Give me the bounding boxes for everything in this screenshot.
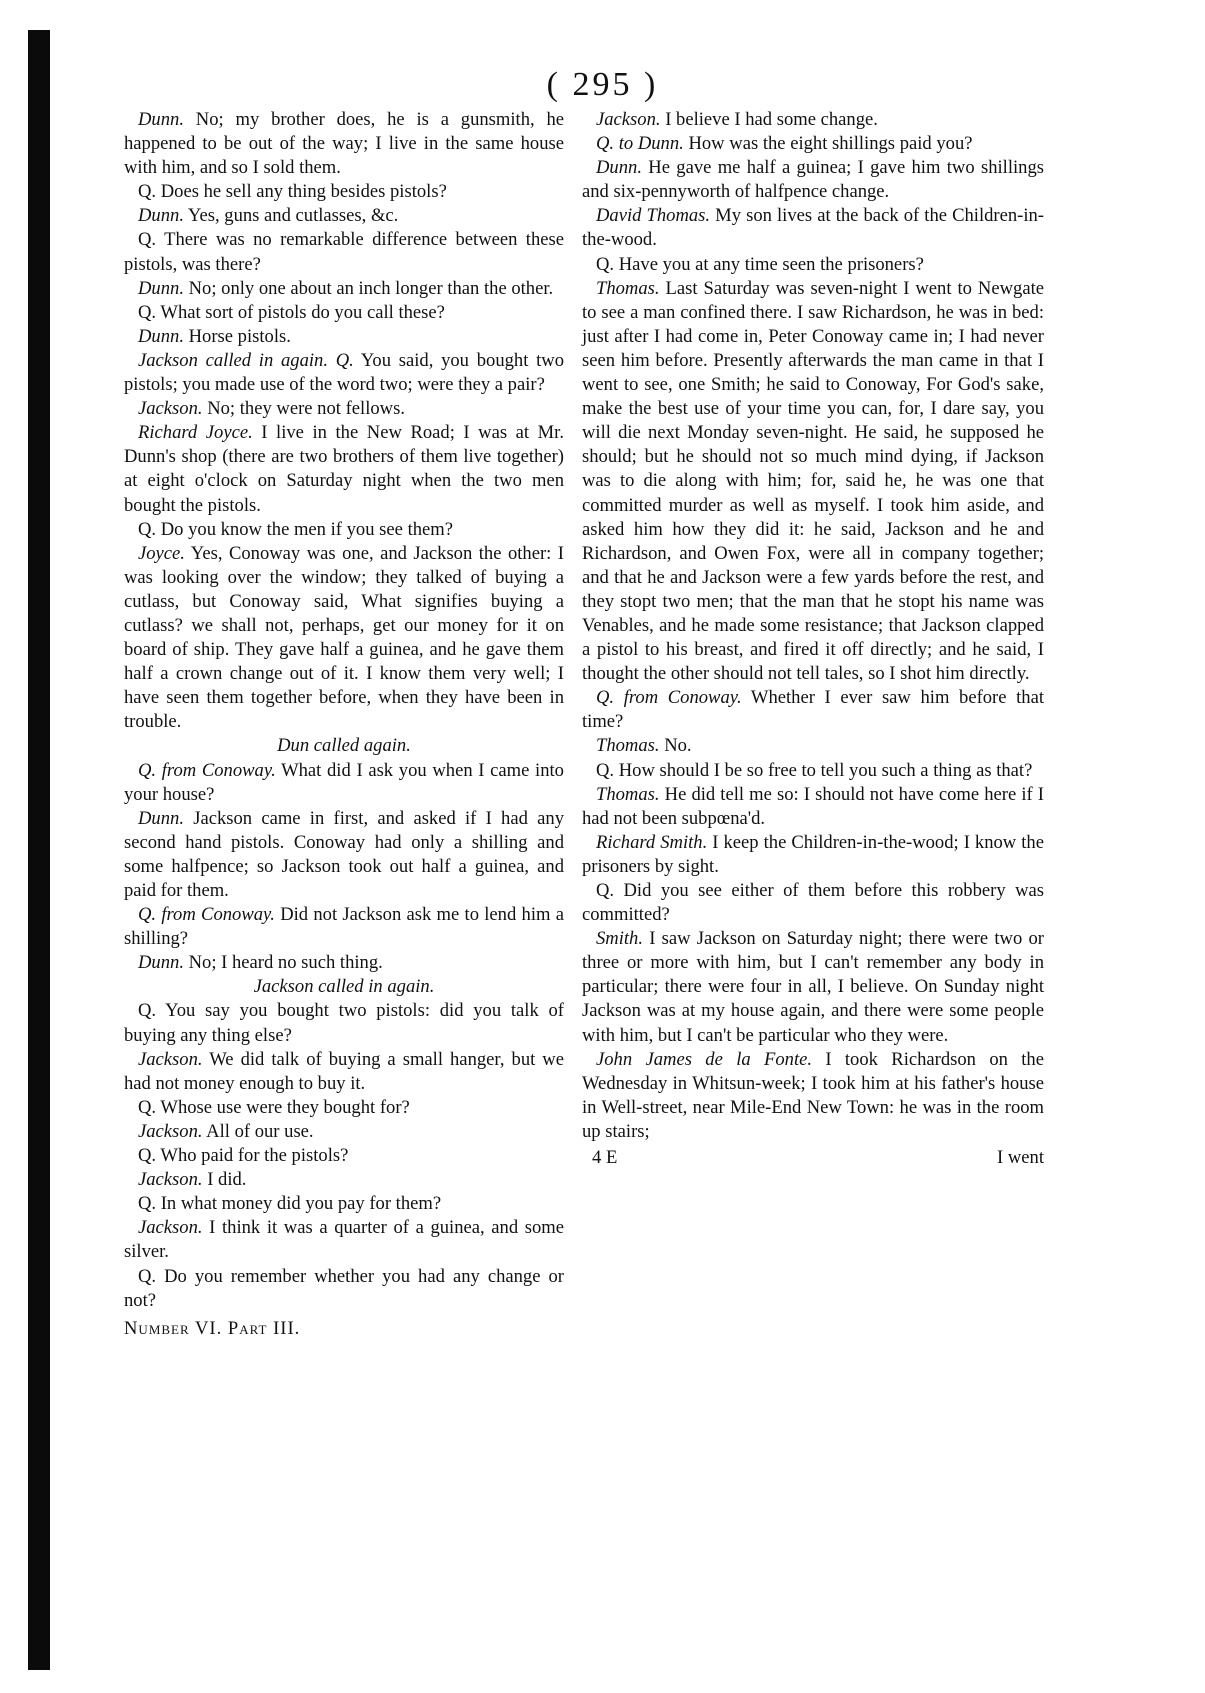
paragraph [124, 325, 564, 349]
paragraph [582, 686, 1044, 734]
paragraph-text: I think it was a quarter of a guinea, and some silver. [124, 1217, 564, 1263]
paragraph [582, 831, 1044, 879]
part-footer: Number VI. Part III. [124, 1317, 301, 1339]
paragraph [124, 180, 564, 204]
speaker-label: Q. from Conoway. [596, 687, 742, 709]
paragraph-text: Jackson came in first, and asked if I had any second hand pistols. Conoway had only a shilling and some halfpence; so Jackson took out half a guinea, and paid for them. [124, 807, 564, 901]
paragraph [124, 1168, 564, 1192]
paragraph-text: What did I ask you when I came into your house? [124, 759, 564, 805]
paragraph [124, 349, 564, 397]
paragraph [582, 277, 1044, 687]
paragraph-text: I live in the New Road; I was at Mr. Dunn's shop (there are two brothers of them live together) at eight o'clock on Saturday night when the two men bought the pistols. [124, 422, 564, 516]
speaker-label: Jackson. [138, 398, 203, 420]
paragraph-text: I saw Jackson on Saturday night; there were two or three or more with him, but I can't remember any body in particular; there were four in all, I believe. On Sunday night Jackson was at my house again, and there were some people with him, but I can't be particular who they were. [582, 928, 1044, 1046]
paragraph [582, 108, 1044, 132]
paragraph-text: Q. Have you at any time seen the prisoners? [596, 253, 924, 275]
paragraph-text: Q. Who paid for the pistols? [138, 1145, 349, 1167]
paragraph-text: You said, you bought two pistols; you made use of the word two; were they a pair? [124, 349, 564, 396]
paragraph [582, 132, 1044, 156]
paragraph-text: I took Richardson on the Wednesday in Whitsun-week; I took him at his father's house in Well-street, near Mile-End New Town: he was in the room up stairs; [582, 1048, 1044, 1142]
speaker-label: Jackson. [138, 1048, 203, 1070]
paragraph-text: Last Saturday was seven-night I went to Newgate to see a man confined there. I saw Richardson, he was in bed: just after I had come in, Peter Conoway came in; I had never seen him before. Presently afterwards the man came in that I went to see, one Smith; he said to Conoway, For God's sake, make the best use of your time you can, for, I dare say, you will die next Monday seven-night. He said, he supposed he should; but he should not so much mind dying, if Jackson was to die along with him; for, said he, he was one that committed murder as well as myself. I took him aside, and asked him how they did it: he said, Jackson and he and Richardson, and Owen Fox, were all in company together; and that he and Jackson were a few yards before the rest, and they stopt two men; that the man that he stopt his name was Venables, and he made some resistance; that Jackson clapped a pistol to his breast, and fired it off directly; and he said, I thought the other should not tell tales, so I shot him directly. [582, 277, 1044, 685]
speaker-label: Q. to Dunn. [596, 133, 684, 155]
paragraph [124, 228, 564, 276]
paragraph-text: Yes, guns and cutlasses, &c. [183, 205, 399, 227]
paragraph-text: Q. Did you see either of them before this robbery was committed? [582, 880, 1044, 926]
paragraph-text: He gave me half a guinea; I gave him two shillings and six-pennyworth of halfpence change. [582, 157, 1044, 203]
paragraph [582, 734, 1044, 758]
paragraph-text: No; I heard no such thing. [183, 952, 383, 974]
paragraph [124, 1120, 564, 1144]
paragraph-text: I believe I had some change. [660, 109, 878, 130]
paragraph [124, 421, 564, 517]
paragraph [124, 1192, 564, 1216]
page-number: ( 295 ) [546, 66, 659, 103]
speaker-label: Q. from Conoway. [138, 759, 276, 781]
speaker-label: Dunn. [138, 277, 184, 299]
paragraph-text: Q. Do you remember whether you had any change or not? [124, 1265, 564, 1311]
paragraph-text: Yes, Conoway was one, and Jackson the other: I was looking over the window; they talked of buying a cutlass, but Conoway said, What signifies buying a cutlass? we shall not, perhaps, get our money for it on board of ship. They gave half a guinea, and he gave them half a crown change out of it. I know them very well; I have seen them together before, when they have been in trouble. [124, 542, 564, 733]
speaker-label: David Thomas. [596, 205, 711, 227]
paragraph [124, 903, 564, 951]
paragraph-text: Did not Jackson ask me to lend him a shilling? [124, 904, 564, 950]
signature-row [582, 1146, 1044, 1170]
speaker-label: Thomas. [596, 277, 660, 299]
paragraph-text: Q. You say you bought two pistols: did you talk of buying any thing else? [124, 1000, 564, 1046]
right-column [582, 108, 1044, 1170]
paragraph-text: My son lives at the back of the Children-in-the-wood. [582, 205, 1044, 251]
paragraph-text: He did tell me so: I should not have come here if I had not been subpœna'd. [582, 783, 1044, 829]
paragraph-text: No; they were not fellows. [202, 398, 405, 420]
paragraph [124, 1216, 564, 1264]
speaker-label: Jackson. [138, 1217, 203, 1239]
speaker-label: Dunn. [138, 109, 184, 130]
paragraph [124, 204, 564, 228]
paragraph [124, 1048, 564, 1096]
paragraph [582, 927, 1044, 1047]
left-column [124, 108, 564, 1359]
speaker-label: Jackson. [138, 1120, 203, 1142]
paragraph-text: Q. What sort of pistols do you call these? [138, 301, 445, 323]
book-spine-shadow [28, 30, 50, 1670]
speaker-label: Thomas. [596, 735, 660, 757]
paragraph-text: We did talk of buying a small hanger, but we had not money enough to buy it. [124, 1048, 564, 1094]
speaker-label: Smith. [596, 928, 644, 950]
section-heading: Dun called again. [277, 735, 411, 757]
speaker-label: John James de la Fonte. [596, 1048, 813, 1070]
speaker-label: Dunn. [596, 157, 642, 179]
paragraph-text: No; only one about an inch longer than the other. [183, 277, 554, 299]
paragraph [124, 1144, 564, 1168]
paragraph [124, 807, 564, 903]
speaker-label: Richard Joyce. [138, 422, 253, 444]
paragraph [582, 253, 1044, 277]
paragraph [582, 879, 1044, 927]
speaker-label: Jackson. [596, 109, 661, 130]
paragraph [582, 783, 1044, 831]
speaker-label: Thomas. [596, 783, 660, 805]
catchword: I went [997, 1147, 1044, 1169]
paragraph [582, 759, 1044, 783]
paragraph [582, 156, 1044, 204]
paragraph-text: Q. Whose use were they bought for? [138, 1096, 410, 1118]
speaker-label: Q. from Conoway. [138, 904, 275, 926]
speaker-label: Dunn. [138, 807, 184, 829]
speaker-label: Jackson. [138, 1169, 203, 1191]
speaker-label: Joyce. [138, 542, 185, 564]
paragraph [124, 542, 564, 735]
paragraph-text: Horse pistols. [183, 325, 291, 347]
section-heading: Jackson called in again. [253, 976, 435, 998]
speaker-label: Dunn. [138, 205, 184, 227]
paragraph-text: Q. In what money did you pay for them? [138, 1193, 442, 1215]
paragraph [582, 204, 1044, 252]
speaker-label: Dunn. [138, 952, 184, 974]
paragraph-text: Q. How should I be so free to tell you such a thing as that? [596, 759, 1033, 781]
paragraph-text: All of our use. [202, 1120, 314, 1142]
paragraph-text: Whether I ever saw him before that time? [582, 687, 1044, 733]
paragraph-text: Q. Does he sell any thing besides pistols? [138, 181, 447, 203]
paragraph-text: How was the eight shillings paid you? [683, 133, 973, 155]
paragraph [124, 277, 564, 301]
paragraph [124, 397, 564, 421]
paragraph-text: Q. Do you know the men if you see them? [138, 518, 453, 540]
paragraph-text: No; my brother does, he is a gunsmith, he happened to be out of the way; I live in the same house with him, and so I sold them. [124, 109, 564, 179]
paragraph-text: I did. [202, 1169, 247, 1191]
paragraph [124, 1096, 564, 1120]
paragraph [124, 108, 564, 180]
speaker-label: Richard Smith. [596, 831, 708, 853]
paragraph [582, 1048, 1044, 1144]
speaker-label: Jackson called in again. Q. [138, 349, 354, 371]
paragraph-text: I keep the Children-in-the-wood; I know the prisoners by sight. [582, 831, 1044, 877]
paragraph [124, 951, 564, 975]
paragraph [124, 999, 564, 1047]
paragraph [124, 759, 564, 807]
paragraph-text: Q. There was no remarkable difference between these pistols, was there? [124, 229, 564, 275]
paragraph [124, 518, 564, 542]
paragraph [124, 301, 564, 325]
signature-mark: 4 E [592, 1147, 618, 1169]
paragraph-text: No. [659, 735, 692, 757]
speaker-label: Dunn. [138, 325, 184, 347]
paragraph [124, 1265, 564, 1313]
